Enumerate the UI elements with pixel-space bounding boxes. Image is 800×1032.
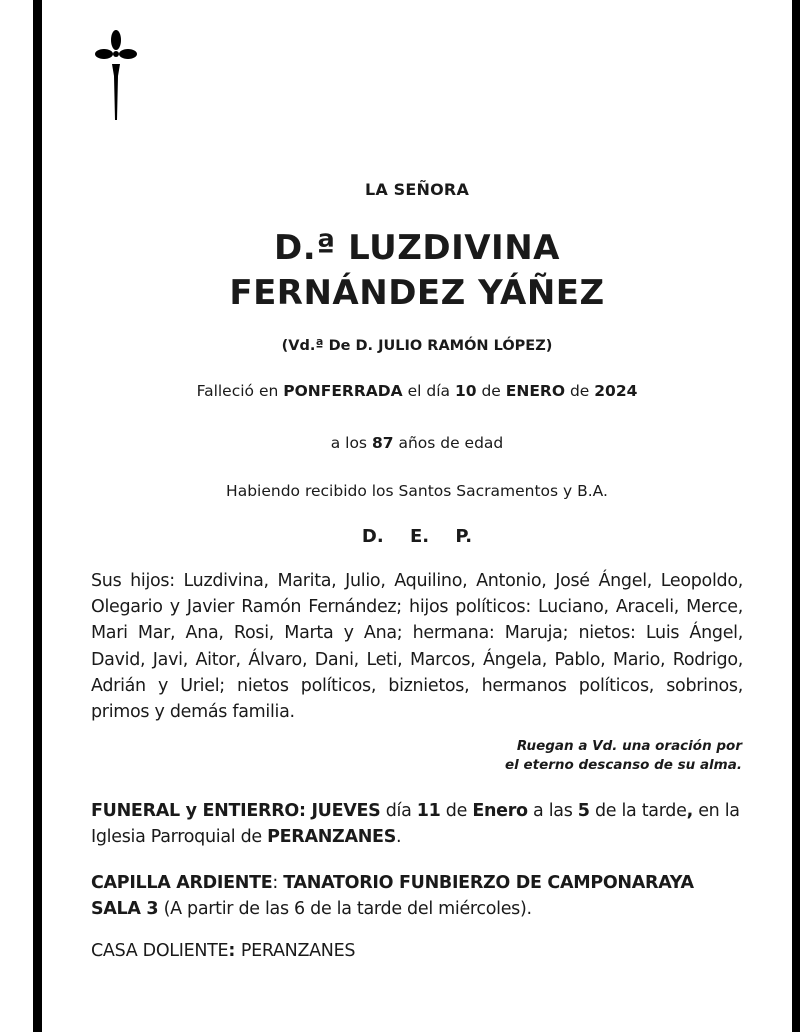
name-line-2: FERNÁNDEZ YÁÑEZ [229, 273, 605, 313]
prayer-request [505, 737, 742, 775]
chapel-info: CAPILLA ARDIENTE: TANATORIO FUNBIERZO DE CAMPONARAYA SALA 3 (A partir de las 6 de la tarde del miércoles). [91, 873, 694, 919]
sacraments-note: Habiendo recibido los Santos Sacramentos y B.A. [226, 482, 608, 500]
mourning-house: CASA DOLIENTE: PERANZANES [91, 941, 356, 961]
age-info: a los 87 años de edad [330, 434, 504, 452]
prayer-line-1: Ruegan a Vd. una oración por [516, 738, 742, 754]
funeral-info: FUNERAL y ENTIERRO: JUEVES día 11 de Enero a las 5 de la tarde, en la Iglesia Parroquial de PERANZANES. [91, 801, 740, 847]
deceased-name [42, 226, 792, 316]
left-border [33, 0, 42, 1032]
cross-icon [94, 28, 138, 124]
family-paragraph: Sus hijos: Luzdivina, Marita, Julio, Aquilino, Antonio, José Ángel, Leopoldo, Olegario y Javier Ramón Fernández; hijos políticos: Luciano, Araceli, Merce, Mari Mar, Ana, Rosi, Marta y Ana; hermana: Maruja; nietos: Luis Ángel, David, Javi, Aitor, Álvaro, Dani, Leti, Marcos, Ángela, Pablo, Mario, Rodrigo, Adrián y Uriel; nietos políticos, biznietos, hermanos políticos, sobrinos, primos y demás familia. [91, 571, 743, 723]
death-day: 10 [454, 382, 477, 400]
intro-label: LA SEÑORA [364, 180, 470, 199]
prayer-line-2: el eterno descanso de su alma. [505, 757, 742, 773]
right-border [792, 0, 800, 1032]
death-month: ENERO [505, 382, 566, 400]
widow-of: (Vd.ª De D. JULIO RAMÓN LÓPEZ) [281, 338, 553, 354]
age-years: 87 [371, 434, 394, 452]
death-info: Falleció en PONFERRADA el día 10 de ENERO de 2024 [196, 382, 638, 400]
death-place: PONFERRADA [283, 382, 403, 400]
death-year: 2024 [594, 382, 638, 400]
name-line-1: D.ª LUZDIVINA [274, 228, 560, 268]
dep-label: D. E. P. [361, 526, 473, 547]
